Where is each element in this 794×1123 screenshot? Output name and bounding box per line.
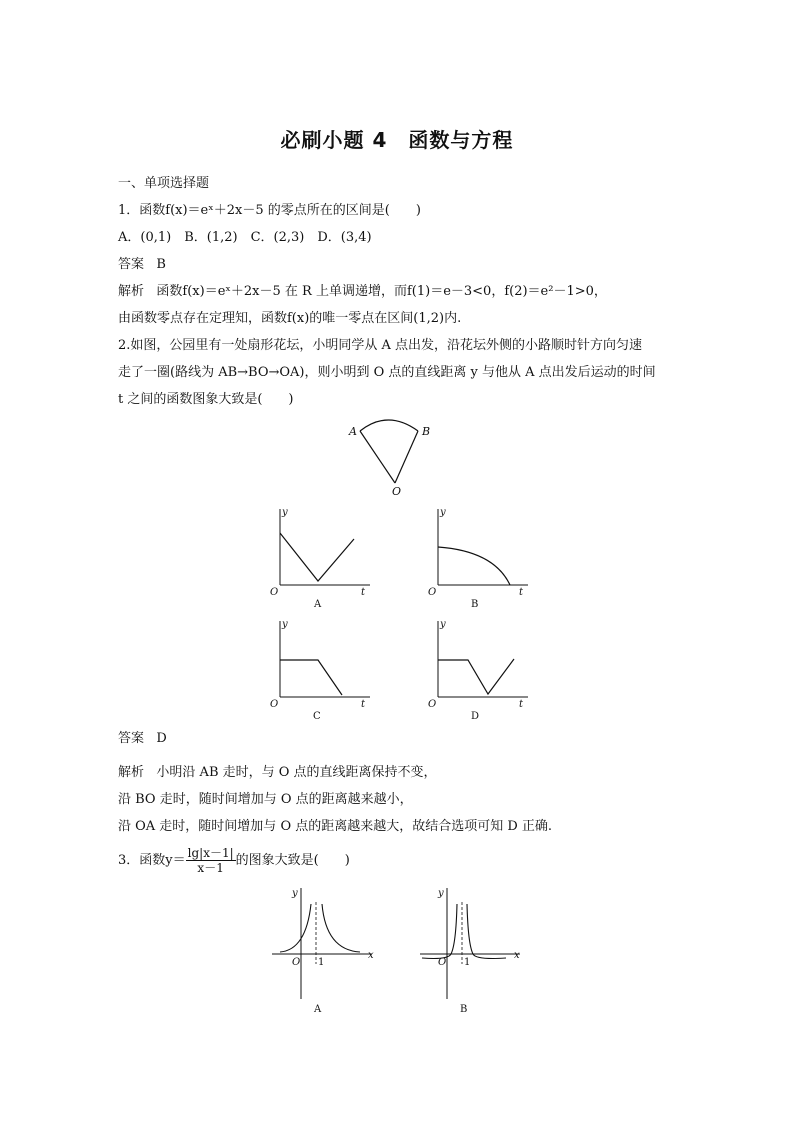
q2-graph-b: [424, 505, 534, 613]
origin-label: O: [292, 957, 301, 968]
q2-analysis-row: [118, 765, 437, 781]
y-axis-label: y: [282, 507, 288, 518]
segment-bo: [395, 431, 418, 483]
graph-name: A: [314, 599, 322, 610]
q2-graph-a: [266, 505, 376, 613]
t-axis-label: t: [361, 699, 366, 710]
q2-answer-row: [118, 731, 167, 747]
graph-name: C: [313, 711, 321, 722]
q1-answer: B: [156, 257, 166, 272]
origin-label: O: [428, 699, 437, 710]
q2-graph-d: [424, 617, 534, 725]
t-axis-label: t: [519, 699, 524, 710]
q2-answer: D: [156, 731, 167, 746]
page-title: 必刷小题 4 函数与方程: [280, 128, 514, 152]
q2-stem-3: t 之间的函数图象大致是( ): [118, 392, 294, 407]
graph-curve: [280, 533, 354, 581]
arc-ab: [360, 420, 418, 431]
q2-stem-2: 走了一圈(路线为 AB→BO→OA)，则小明到 O 点的直线距离 y 与他从 A 点出发后运动的时间: [118, 365, 656, 380]
curve-left: [422, 904, 457, 959]
point-b-label: B: [422, 425, 431, 438]
q3-prefix: 3．函数y＝: [118, 853, 186, 868]
analysis-label: 解析: [118, 765, 145, 780]
q1-answer-row: [118, 257, 166, 273]
t-axis-label: t: [361, 587, 366, 598]
q3-graph-b: [414, 884, 526, 1018]
graph-curve: [438, 547, 510, 585]
y-axis-label: y: [282, 619, 288, 630]
q3-graph-a: [266, 884, 378, 1018]
x-axis-label: x: [514, 950, 520, 961]
t-axis-label: t: [519, 587, 524, 598]
q3-numerator: lg|x－1|: [187, 846, 234, 860]
q3-stem: [118, 846, 350, 875]
q3-fraction: [186, 846, 236, 875]
point-o-label: O: [392, 485, 402, 498]
graph-name: A: [314, 1004, 322, 1015]
answer-label: 答案: [118, 257, 145, 272]
q2-stem-1: 2.如图，公园里有一处扇形花坛，小明同学从 A 点出发，沿花坛外侧的小路顺时针方向匀速: [118, 338, 643, 353]
q3-denominator: x－1: [197, 861, 224, 875]
sector-figure: [340, 415, 450, 505]
q3-suffix: 的图象大致是( ): [235, 853, 350, 868]
y-axis-label: y: [438, 888, 444, 899]
y-axis-label: y: [292, 888, 298, 899]
answer-label: 答案: [118, 731, 145, 746]
q2-analysis-1: 小明沿 AB 走时，与 O 点的直线距离保持不变，: [156, 765, 437, 780]
analysis-label: 解析: [118, 284, 145, 299]
q1-analysis-1: 函数f(x)＝eˣ＋2x－5 在 R 上单调递增，而f(1)＝e－3<0，f(2)＝e²－1>0，: [156, 284, 607, 299]
origin-label: O: [270, 587, 279, 598]
q1-analysis-2: 由函数零点存在定理知，函数f(x)的唯一零点在区间(1,2)内.: [118, 311, 462, 326]
curve-right: [467, 904, 506, 959]
q1-analysis-row: [118, 284, 607, 300]
q2-analysis-3: 沿 OA 走时，随时间增加与 O 点的距离越来越大，故结合选项可知 D 正确.: [118, 819, 553, 834]
tick-one-label: 1: [464, 957, 471, 968]
curve-left: [280, 904, 311, 952]
segment-ao: [360, 431, 395, 483]
graph-name: B: [460, 1004, 468, 1015]
section-heading: 一、单项选择题: [118, 176, 210, 191]
origin-label: O: [438, 957, 447, 968]
curve-right: [322, 904, 360, 952]
y-axis-label: y: [440, 507, 446, 518]
x-axis-label: x: [368, 950, 374, 961]
point-a-label: A: [349, 425, 357, 438]
q2-analysis-2: 沿 BO 走时，随时间增加与 O 点的距离越来越小，: [118, 792, 413, 807]
q1-options: A．(0,1) B．(1,2) C．(2,3) D．(3,4): [118, 230, 372, 245]
graph-curve: [438, 659, 514, 694]
q2-graph-c: [266, 617, 376, 725]
graph-name: B: [471, 599, 479, 610]
graph-name: D: [471, 711, 480, 722]
y-axis-label: y: [440, 619, 446, 630]
q1-stem: 1．函数f(x)＝eˣ＋2x－5 的零点所在的区间是( ): [118, 203, 421, 218]
graph-curve: [280, 660, 342, 695]
origin-label: O: [428, 587, 437, 598]
tick-one-label: 1: [318, 957, 325, 968]
origin-label: O: [270, 699, 279, 710]
